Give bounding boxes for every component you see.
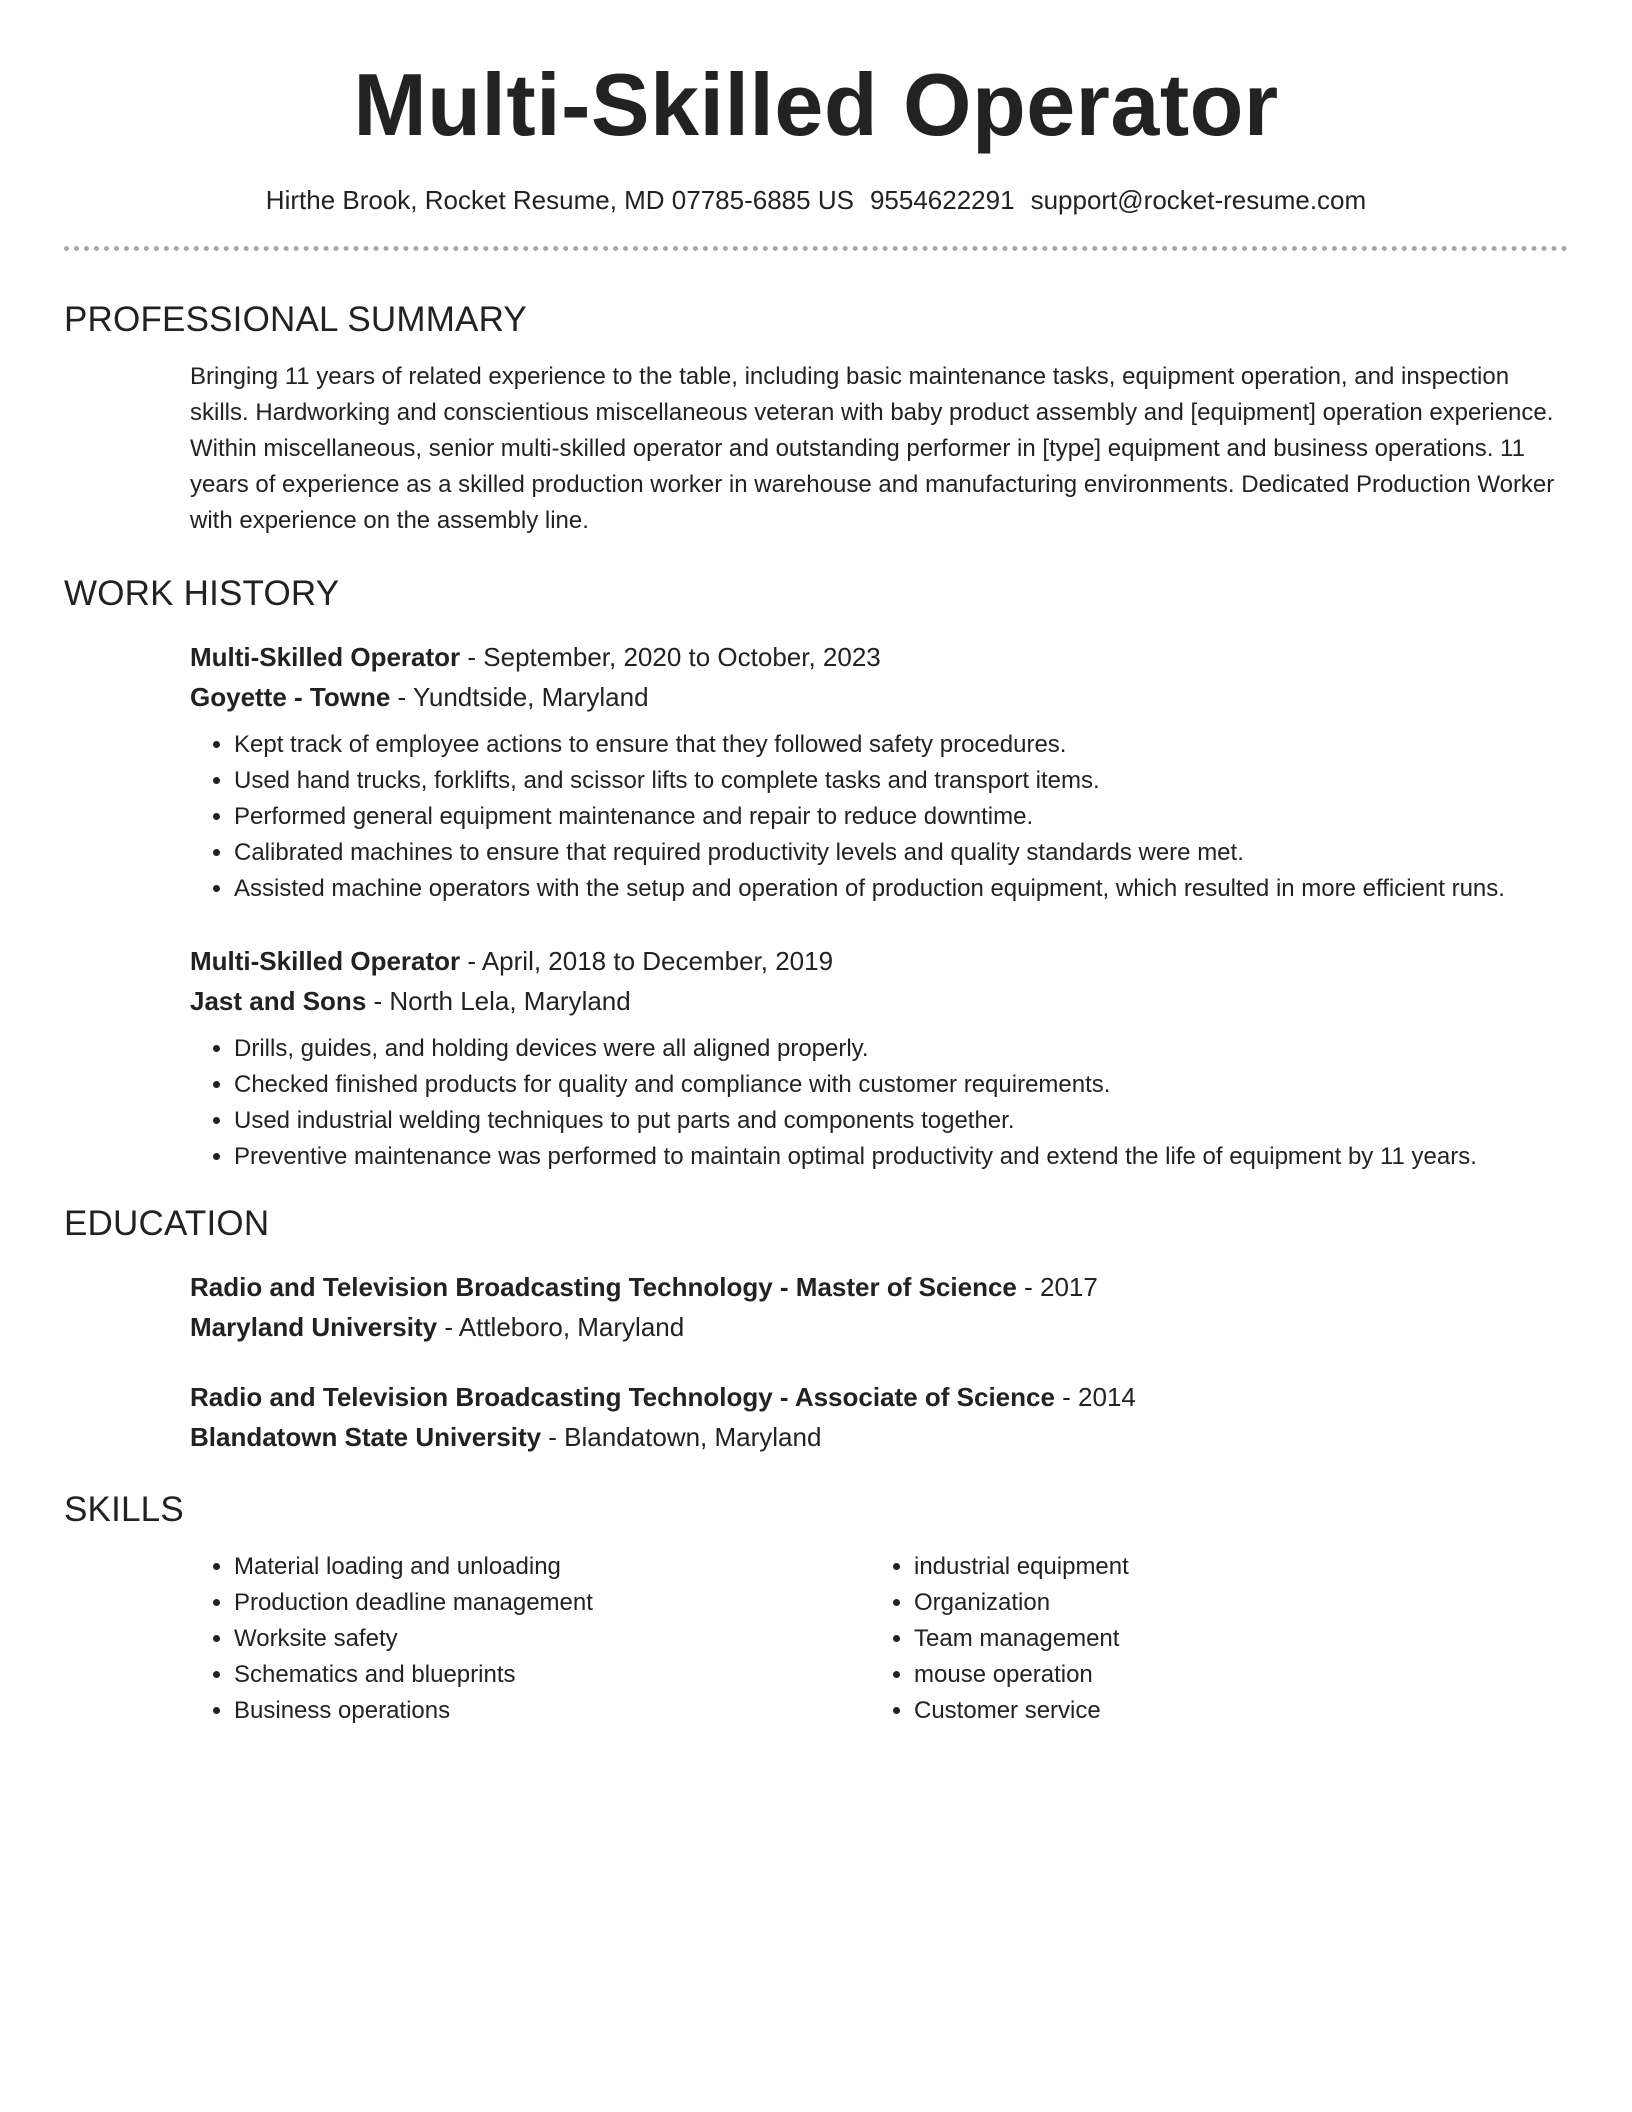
contact-address: Hirthe Brook, Rocket Resume, MD 07785-6885 US [265, 185, 854, 215]
education-degree: Radio and Television Broadcasting Technology - Master of Science [190, 1272, 1017, 1302]
job-bullet: • Checked finished products for quality and compliance with customer requirements. [234, 1067, 1568, 1103]
education-year: - 2014 [1054, 1382, 1136, 1412]
work-history-heading: WORK HISTORY [64, 574, 340, 613]
skill-item: • Production deadline management [234, 1585, 870, 1621]
skills-list-right [870, 1549, 1550, 1729]
education-location: - Blandatown, Maryland [541, 1422, 822, 1452]
job-dates: - April, 2018 to December, 2019 [460, 946, 834, 976]
job-bullet: • Drills, guides, and holding devices were all aligned properly. [234, 1031, 1568, 1067]
job-role: Multi-Skilled Operator [190, 946, 461, 976]
skill-item: • Material loading and unloading [234, 1549, 870, 1585]
job-bullet: • Preventive maintenance was performed to maintain optimal productivity and extend the life of equipment by 11 years. [234, 1139, 1568, 1175]
education-entry [190, 1267, 1568, 1347]
skill-item: • Business operations [234, 1693, 870, 1729]
contact-line [64, 182, 1568, 218]
skills-heading: SKILLS [64, 1490, 184, 1529]
job-bullets [190, 727, 1568, 907]
work-history-section [64, 571, 1568, 1175]
education-degree-line [190, 1267, 1568, 1307]
job-bullet: • Calibrated machines to ensure that required productivity levels and quality standards were met. [234, 835, 1568, 871]
job-location: - Yundtside, Maryland [390, 682, 649, 712]
job-company: Goyette - Towne [190, 682, 391, 712]
skills-section [64, 1487, 1568, 1729]
summary-section [64, 297, 1568, 539]
education-degree-line [190, 1377, 1568, 1417]
skill-item: • Customer service [914, 1693, 1550, 1729]
skill-item: • Organization [914, 1585, 1550, 1621]
education-school-line [190, 1417, 1568, 1457]
job-company-line [190, 677, 1568, 717]
skill-item: • industrial equipment [914, 1549, 1550, 1585]
job-title-line [190, 637, 1568, 677]
job-bullet: • Used industrial welding techniques to put parts and components together. [234, 1103, 1568, 1139]
skills-columns [190, 1549, 1568, 1729]
job-bullet: • Kept track of employee actions to ensure that they followed safety procedures. [234, 727, 1568, 763]
resume-title: Multi-Skilled Operator [353, 55, 1279, 154]
contact-phone: 9554622291 [869, 185, 1015, 215]
job-company-line [190, 981, 1568, 1021]
education-school: Maryland University [190, 1312, 438, 1342]
job-dates: - September, 2020 to October, 2023 [460, 642, 881, 672]
education-school: Blandatown State University [190, 1422, 542, 1452]
job-company: Jast and Sons [190, 986, 367, 1016]
job-entry [190, 941, 1568, 1175]
job-entry [190, 637, 1568, 907]
contact-email: support@rocket-resume.com [1030, 185, 1367, 215]
job-location: - North Lela, Maryland [366, 986, 631, 1016]
education-entry [190, 1377, 1568, 1457]
education-school-line [190, 1307, 1568, 1347]
job-bullet: • Performed general equipment maintenance and repair to reduce downtime. [234, 799, 1568, 835]
skill-item: • Schematics and blueprints [234, 1657, 870, 1693]
job-bullet: • Used hand trucks, forklifts, and scissor lifts to complete tasks and transport items. [234, 763, 1568, 799]
job-bullet: • Assisted machine operators with the setup and operation of production equipment, which resulted in more efficient runs. [234, 871, 1568, 907]
skills-list-left [190, 1549, 870, 1729]
summary-text: Bringing 11 years of related experience to the table, including basic maintenance tasks, equipment operation, and inspection skills. Hardworking and conscientious miscellaneous veteran with baby product assembly and [equipment] operation experience. Within miscellaneous, senior multi-skilled operator and outstanding performer in [type] equipment and business operations. 11 years of experience as a skilled production worker in warehouse and manufacturing environments. Dedicated Production Worker with experience on the assembly line. [190, 363, 1555, 534]
skill-item: • mouse operation [914, 1657, 1550, 1693]
skill-item: • Team management [914, 1621, 1550, 1657]
header-divider [64, 246, 1568, 251]
education-year: - 2017 [1016, 1272, 1098, 1302]
education-degree: Radio and Television Broadcasting Technology - Associate of Science [190, 1382, 1055, 1412]
summary-heading: PROFESSIONAL SUMMARY [64, 300, 527, 339]
education-location: - Attleboro, Maryland [437, 1312, 685, 1342]
education-heading: EDUCATION [64, 1204, 270, 1243]
job-bullets [190, 1031, 1568, 1175]
education-section [64, 1201, 1568, 1457]
job-title-line [190, 941, 1568, 981]
skill-item: • Worksite safety [234, 1621, 870, 1657]
job-role: Multi-Skilled Operator [190, 642, 461, 672]
